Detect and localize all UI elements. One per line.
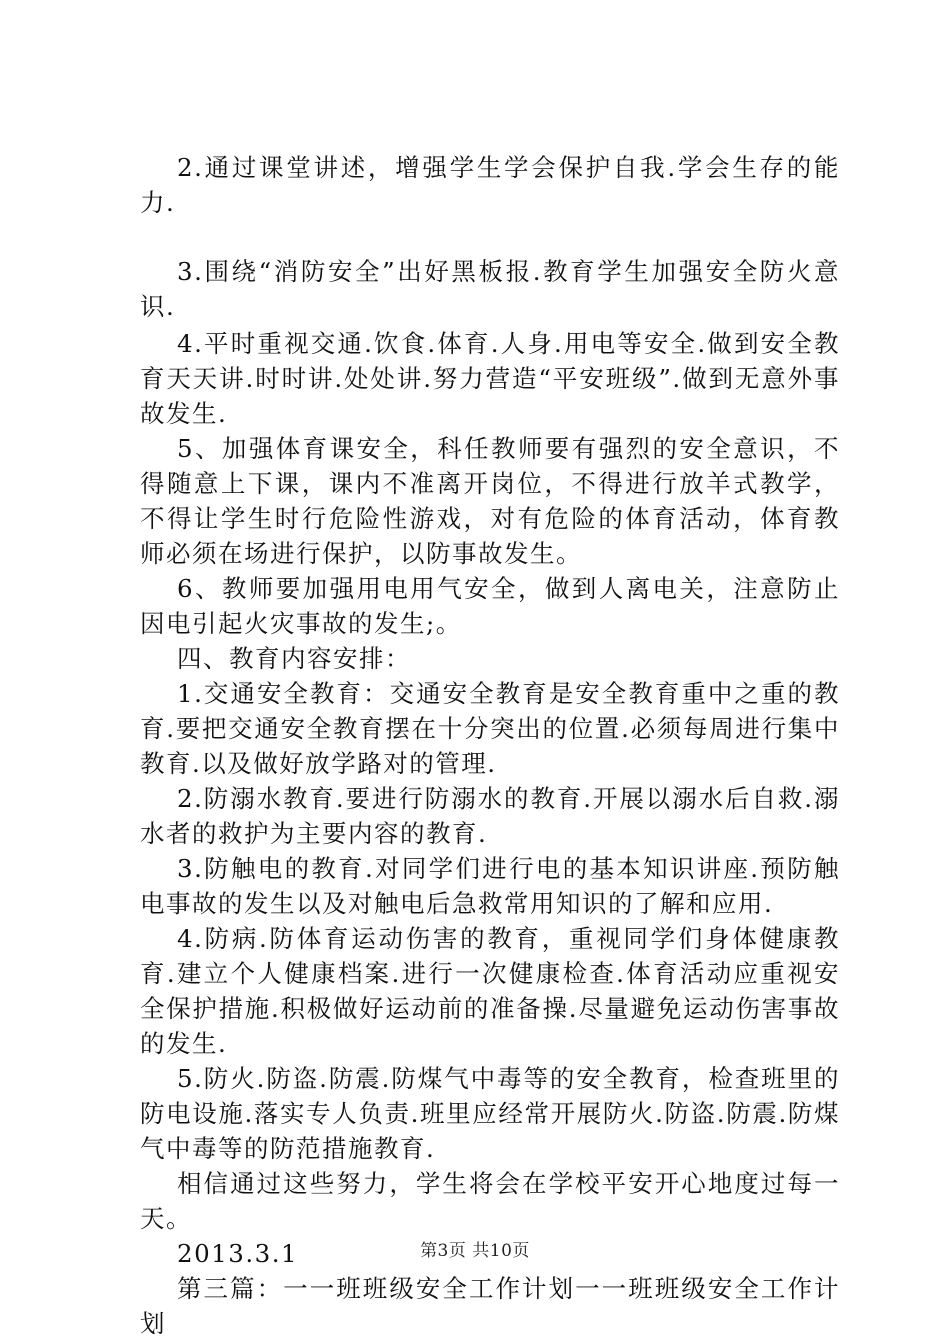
paragraph-closing: 相信通过这些努力，学生将会在学校平安开心地度过每一天。 — [140, 1169, 840, 1233]
paragraph-drowning-prevention: 2.防溺水教育.要进行防溺水的教育.开展以溺水后自救.溺水者的救护为主要内容的教育. — [140, 784, 840, 848]
paragraph-daily-safety: 4.平时重视交通.饮食.体育.人身.用电等安全.做到安全教育天天讲.时时讲.处处讲.努力营造“平安班级”.做到无意外事故发生. — [140, 329, 840, 428]
paragraph-electric-shock: 3.防触电的教育.对同学们进行电的基本知识讲座.预防触电事故的发生以及对触电后急救常用知识的了解和应用. — [140, 854, 840, 918]
document-date: 2013.3.1 — [177, 1239, 299, 1268]
paragraph-health-sports-injury: 4.防病.防体育运动伤害的教育，重视同学们身体健康教育.建立个人健康档案.进行一次健康检查.体育活动应重视安全保护措施.积极做好运动前的准备操.尽量避免运动伤害事故的发生. — [140, 924, 840, 1058]
paragraph-fire-blackboard: 3.围绕“消防安全”出好黑板报.教育学生加强安全防火意识. — [140, 257, 840, 321]
page-number-footer: 第3页 共10页 — [420, 1241, 530, 1261]
paragraph-electric-safety: 6、教师要加强用电用气安全，做到人离电关，注意防止因电引起火灾事故的发生;。 — [140, 574, 840, 638]
paragraph-traffic-safety: 1.交通安全教育：交通安全教育是安全教育重中之重的教育.要把交通安全教育摆在十分突出的位置.必须每周进行集中教育.以及做好放学路对的管理. — [140, 679, 840, 778]
section-heading-education-content: 四、教育内容安排： — [177, 644, 411, 673]
paragraph-fire-theft-quake: 5.防火.防盗.防震.防煤气中毒等的安全教育，检查班里的防电设施.落实专人负责.班里应经常开展防火.防盗.防震.防煤气中毒等的防范措施教育. — [140, 1064, 840, 1163]
document-body — [140, 150, 840, 1341]
paragraph-safety-skills: 2.通过课堂讲述，增强学生学会保护自我.学会生存的能力. — [140, 153, 840, 217]
next-article-title: 第三篇：一一班班级安全工作计划一一班班级安全工作计划 — [140, 1274, 840, 1338]
paragraph-pe-safety: 5、加强体育课安全，科任教师要有强烈的安全意识，不得随意上下课，课内不准离开岗位，不得进行放羊式教学，不得让学生时行危险性游戏，对有危险的体育活动，体育教师必须在场进行保护，以防事故发生。 — [140, 434, 840, 568]
